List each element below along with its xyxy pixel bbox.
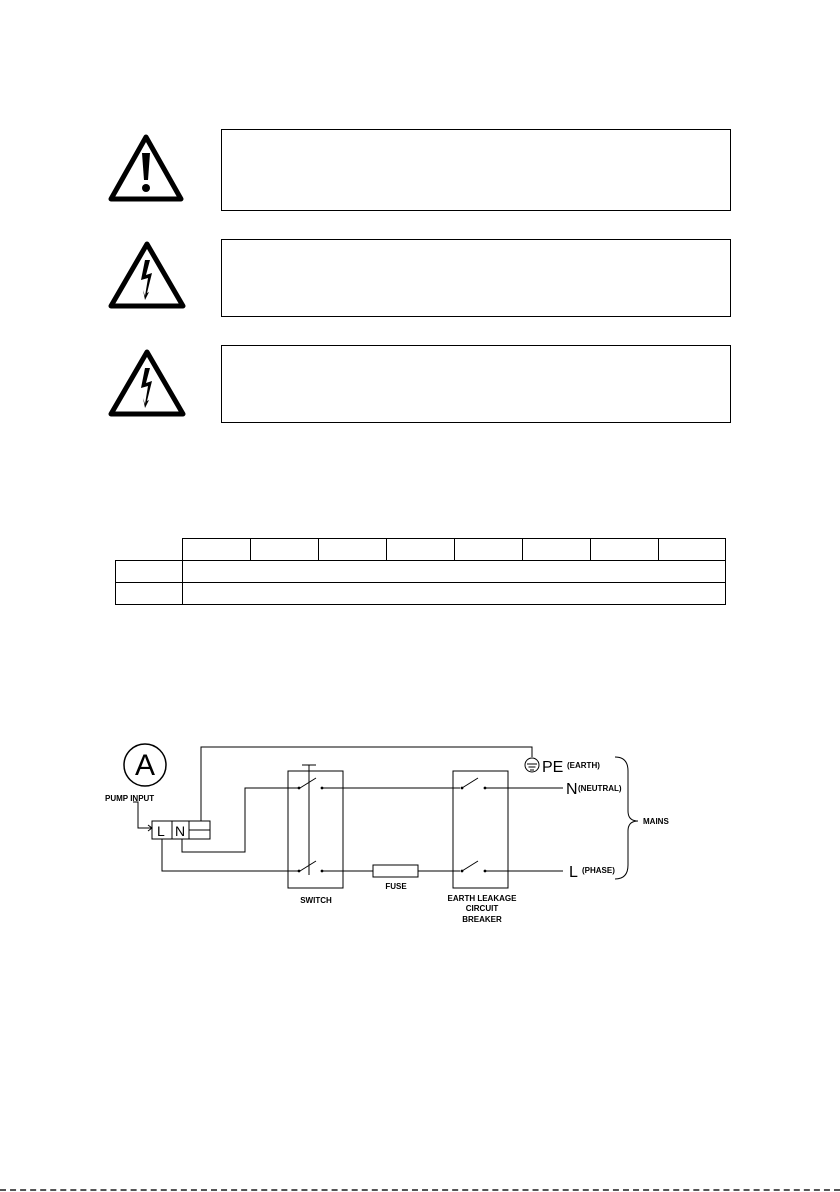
- spec-table: [115, 538, 726, 605]
- fuse: [373, 865, 418, 877]
- table-header-row: [116, 539, 726, 561]
- table-header-cell: [523, 539, 591, 561]
- caution-warning-box: [221, 129, 731, 211]
- pump-badge-letter: A: [134, 749, 156, 782]
- electrical-hazard-icon: [108, 348, 186, 418]
- terminal-l-label: L: [157, 823, 165, 839]
- fuse-label: FUSE: [385, 882, 407, 891]
- table-row: [116, 561, 726, 583]
- neutral-wire: [182, 788, 298, 852]
- switch-label: SWITCH: [300, 896, 332, 905]
- table-header-cell: [387, 539, 455, 561]
- electrical-warning-box-1: [221, 239, 731, 317]
- elcb-label-3: BREAKER: [462, 915, 502, 924]
- caution-triangle-icon: [108, 133, 184, 203]
- table-row-label: [116, 561, 183, 583]
- pe-desc: (EARTH): [567, 761, 600, 770]
- table-row-value: [183, 583, 726, 605]
- switch-box: [288, 771, 343, 888]
- page-bottom-edge: [0, 1189, 840, 1191]
- table-header-cell: [251, 539, 319, 561]
- n-desc: (NEUTRAL): [578, 784, 622, 793]
- l-desc: (PHASE): [582, 866, 615, 875]
- n-label: N: [566, 781, 578, 798]
- electrical-warning-box-2: [221, 345, 731, 423]
- pump-input-label: PUMP INPUT: [105, 794, 155, 803]
- table-row-value: [183, 561, 726, 583]
- mains-brace: [615, 757, 638, 879]
- terminal-n-label: N: [175, 823, 186, 839]
- elcb-label-2: CIRCUIT: [465, 904, 499, 913]
- wiring-diagram: [100, 735, 720, 935]
- table-row: [116, 583, 726, 605]
- table-header-cell: [659, 539, 726, 561]
- l-label: L: [569, 864, 578, 881]
- mains-label: MAINS: [643, 817, 669, 826]
- elcb-label-1: EARTH LEAKAGE: [447, 894, 517, 903]
- table-header-cell: [591, 539, 659, 561]
- table-header-cell: [319, 539, 387, 561]
- pe-label: PE: [542, 759, 564, 776]
- table-header-cell: [183, 539, 251, 561]
- table-corner: [116, 539, 183, 561]
- electrical-hazard-icon: [108, 240, 186, 310]
- table-header-cell: [455, 539, 523, 561]
- pump-input-pointer: [133, 802, 152, 828]
- earth-wire: [201, 747, 532, 821]
- table-row-label: [116, 583, 183, 605]
